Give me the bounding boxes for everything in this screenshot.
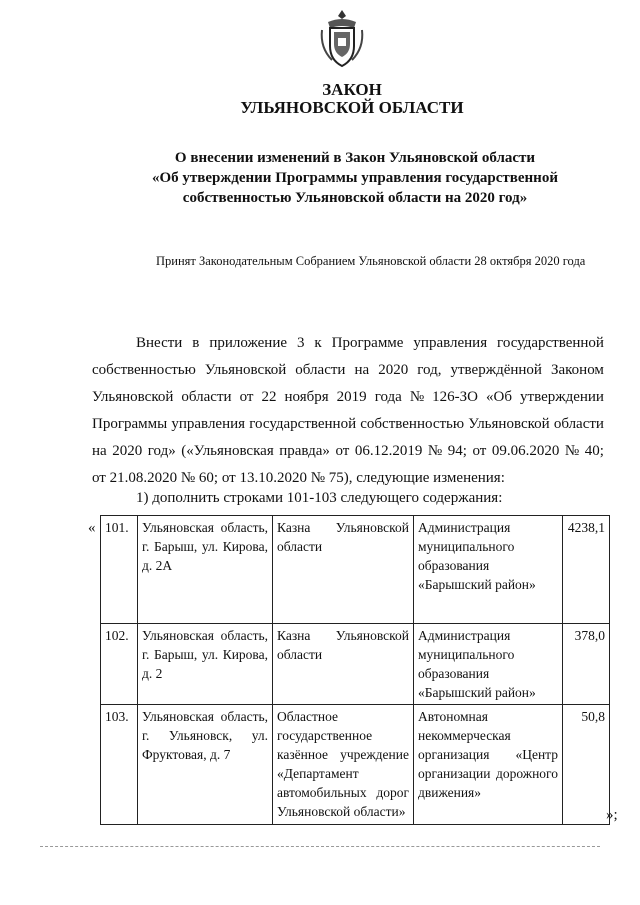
paragraph-word: в: [192, 335, 200, 351]
row-area: 378,0: [563, 624, 610, 705]
paragraph-line: от 21.08.2020 № 60; от 13.10.2020 № 75), следующие изменения:: [92, 470, 505, 486]
row-address: Ульяновская область, г. Ульяновск, ул. Фруктовая, д. 7: [138, 705, 273, 825]
paragraph-word: области: [553, 416, 604, 432]
paragraph-word: №: [427, 443, 443, 459]
row-recipient: Администрация муниципального образования «Барышский район»: [414, 624, 563, 705]
coat-of-arms-emblem: [318, 8, 366, 70]
paragraph-line: [92, 438, 604, 465]
opening-quote: «: [88, 520, 96, 536]
paragraph-word: 06.12.2019: [354, 443, 423, 459]
paragraph-word: собственностью: [360, 416, 465, 432]
main-paragraph: [92, 330, 604, 492]
paragraph-word: «Об: [486, 389, 512, 405]
paragraph-line: [92, 384, 604, 411]
paragraph-word: №: [564, 443, 580, 459]
paragraph-word: приложение: [209, 335, 288, 351]
paragraph-word: правда»: [279, 443, 330, 459]
paragraph-word: Программе: [331, 335, 404, 351]
table-row: [101, 624, 610, 705]
row-owner: Казна Ульяновской области: [273, 624, 414, 705]
paragraph-word: области: [181, 389, 232, 405]
paragraph-word: государственной: [497, 335, 604, 351]
closing-quote: »;: [606, 807, 618, 823]
paragraph-word: управления: [171, 416, 246, 432]
paragraph-word: 40;: [584, 443, 604, 459]
paragraph-word: Программы: [92, 416, 168, 432]
row-owner: Областное государственное казённое учреждение «Департамент автомобильных дорог Ульяновской области»: [273, 705, 414, 825]
paragraph-word: 126-ЗО: [432, 389, 479, 405]
law-subject: [120, 148, 590, 208]
row-owner: Казна Ульяновской области: [273, 516, 414, 624]
row-number: 101.: [101, 516, 138, 624]
subject-line-2: «Об утверждении Программы управления государственной: [152, 170, 558, 186]
row-address: Ульяновская область, г. Барыш, ул. Кирова, д. 2А: [138, 516, 273, 624]
paragraph-word: год,: [417, 362, 442, 378]
paragraph-word: Внести: [136, 335, 183, 351]
paragraph-word: 2020: [112, 443, 143, 459]
row-area: 4238,1: [563, 516, 610, 624]
paragraph-word: утверждённой: [450, 362, 542, 378]
paragraph-word: Ульяновской: [204, 362, 287, 378]
paragraph-line: [92, 357, 604, 384]
paragraph-word: утверждении: [520, 389, 604, 405]
paragraph-line: [92, 330, 604, 357]
row-number: 102.: [101, 624, 138, 705]
paragraph-line: [92, 411, 604, 438]
amendment-item: 1) дополнить строками 101-103 следующего содержания:: [136, 490, 503, 506]
paragraph-word: области: [295, 362, 346, 378]
adoption-note: Принят Законодательным Собранием Ульяновской области 28 октября 2020 года: [156, 254, 586, 268]
paragraph-word: 22: [261, 389, 277, 405]
amendment-table: [100, 515, 610, 825]
paragraph-word: к: [314, 335, 322, 351]
paragraph-word: от: [239, 389, 254, 405]
paragraph-word: 2020: [378, 362, 409, 378]
paragraph-word: («Ульяновская: [181, 443, 274, 459]
paragraph-word: на: [92, 443, 107, 459]
paragraph-word: 09.06.2020: [491, 443, 560, 459]
paragraph-word: №: [409, 389, 425, 405]
paragraph-word: года: [374, 389, 402, 405]
law-title: ЗАКОН: [322, 80, 382, 99]
table-row: [101, 705, 610, 825]
paragraph-word: от: [472, 443, 487, 459]
row-address: Ульяновская область, г. Барыш, ул. Кирова, д. 2: [138, 624, 273, 705]
region-title: УЛЬЯНОВСКОЙ ОБЛАСТИ: [240, 98, 464, 117]
paragraph-word: Ульяновской: [468, 416, 550, 432]
table-row: [101, 516, 610, 624]
subject-line-3: собственностью Ульяновской области на 2020 год»: [182, 190, 528, 206]
paragraph-word: 94;: [447, 443, 467, 459]
paragraph-word: от: [335, 443, 350, 459]
paragraph-word: Законом: [550, 362, 604, 378]
subject-line-1: О внесении изменений в Закон Ульяновской области: [174, 150, 536, 166]
paragraph-word: год»: [147, 443, 176, 459]
paragraph-word: 2019: [336, 389, 367, 405]
row-number: 103.: [101, 705, 138, 825]
paragraph-word: Ульяновской: [92, 389, 174, 405]
page-bottom-divider: [40, 846, 600, 847]
paragraph-word: государственной: [249, 416, 357, 432]
row-recipient: Автономная некоммерческая организация «Центр организации дорожного движения»: [414, 705, 563, 825]
paragraph-word: 3: [296, 335, 305, 351]
paragraph-word: собственностью: [92, 362, 196, 378]
paragraph-word: на: [354, 362, 370, 378]
paragraph-word: ноября: [284, 389, 329, 405]
row-area: 50,8: [563, 705, 610, 825]
row-recipient: Администрация муниципального образования «Барышский район»: [414, 516, 563, 624]
paragraph-word: управления: [413, 335, 488, 351]
